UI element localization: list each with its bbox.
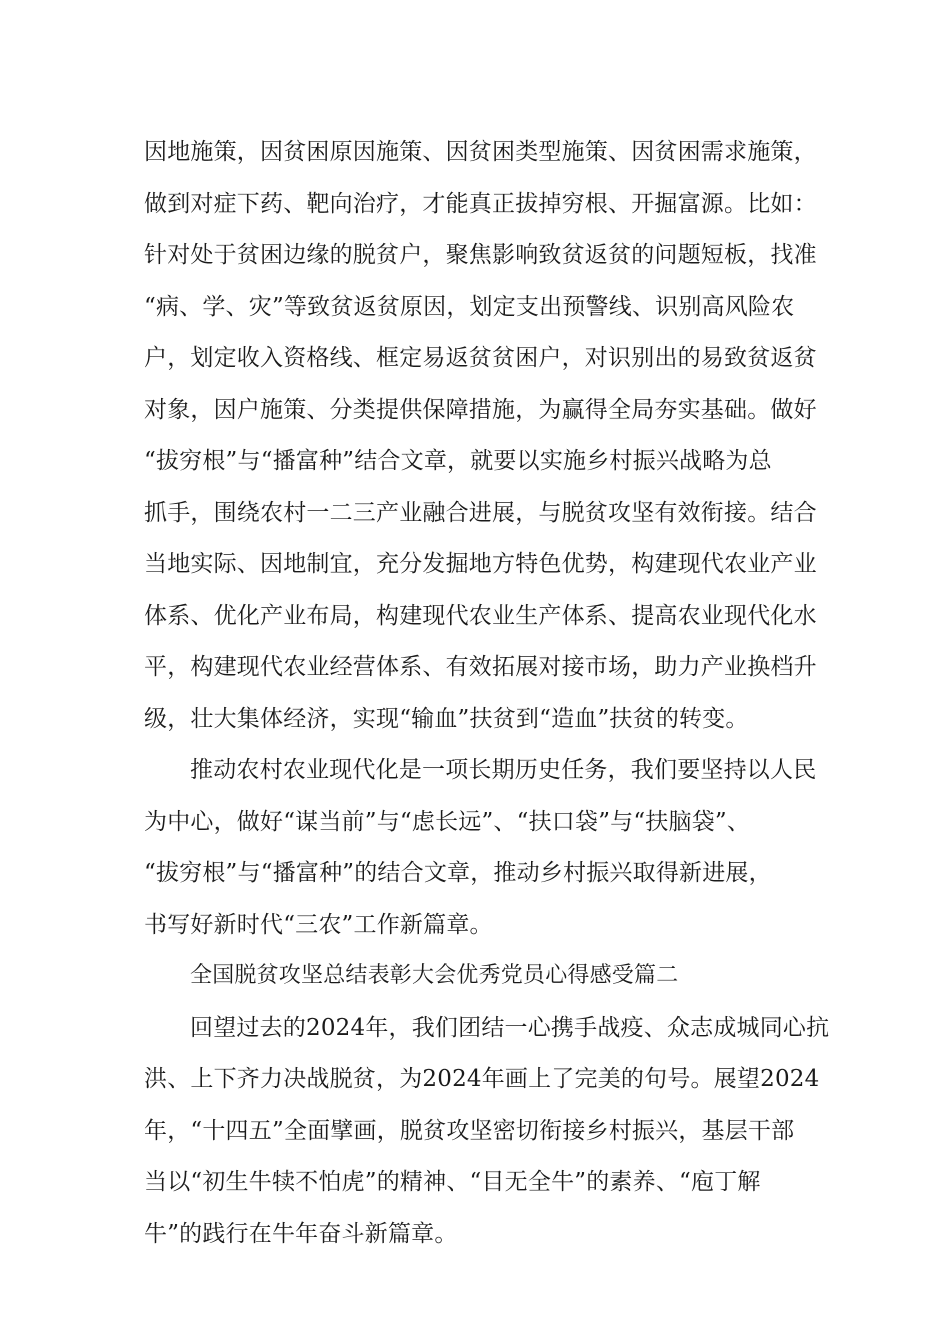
body-text-line: 做到对症下药、靶向治疗，才能真正拔掉穷根、开掘富源。比如： (144, 191, 817, 217)
body-text-line: 户，划定收入资格线、框定易返贫贫困户，对识别出的易致贫返贫 (144, 345, 817, 371)
body-text-line: “拔穷根”与“播富种”的结合文章，推动乡村振兴取得新进展， (144, 860, 772, 886)
body-text-line: 抓手，围绕农村一二三产业融合进展，与脱贫攻坚有效衔接。结合 (144, 500, 817, 526)
body-text-line: 针对处于贫困边缘的脱贫户，聚焦影响致贫返贫的问题短板，找准 (144, 242, 817, 268)
section-heading: 全国脱贫攻坚总结表彰大会优秀党员心得感受篇二 (190, 963, 679, 988)
body-text-line: “拔穷根”与“播富种”结合文章，就要以实施乡村振兴战略为总 (144, 448, 772, 474)
body-text-line: 年，“十四五”全面擘画，脱贫攻坚密切衔接乡村振兴，基层干部 (144, 1118, 795, 1144)
body-text-line: “病、学、灾”等致贫返贫原因，划定支出预警线、识别高风险农 (144, 294, 795, 320)
body-text-line: 因地施策，因贫困原因施策、因贫困类型施策、因贫困需求施策， (144, 139, 817, 165)
paragraph-first-line: 回望过去的2024年，我们团结一心携手战疫、众志成城同心抗 (190, 1015, 830, 1041)
body-text-line: 级，壮大集体经济，实现“输血”扶贫到“造血”扶贫的转变。 (144, 706, 749, 732)
body-text-line: 当地实际、因地制宜，充分发掘地方特色优势，构建现代农业产业 (144, 551, 817, 577)
body-text-line: 牛”的践行在牛年奋斗新篇章。 (144, 1221, 458, 1247)
body-text-line: 当以“初生牛犊不怕虎”的精神、“目无全牛”的素养、“庖丁解 (144, 1169, 761, 1195)
body-text-line: 平，构建现代农业经营体系、有效拓展对接市场，助力产业换档升 (144, 654, 817, 680)
body-text-line: 洪、上下齐力决战脱贫，为2024年画上了完美的句号。展望2024 (144, 1066, 820, 1092)
body-text-line: 体系、优化产业布局，构建现代农业生产体系、提高农业现代化水 (144, 603, 817, 629)
body-text-line: 对象，因户施策、分类提供保障措施，为赢得全局夯实基础。做好 (144, 397, 817, 423)
body-text-line: 为中心，做好“谋当前”与“虑长远”、“扶口袋”与“扶脑袋”、 (144, 809, 751, 835)
paragraph-first-line: 推动农村农业现代化是一项长期历史任务，我们要坚持以人民 (190, 757, 817, 783)
body-text-line: 书写好新时代“三农”工作新篇章。 (144, 912, 493, 938)
